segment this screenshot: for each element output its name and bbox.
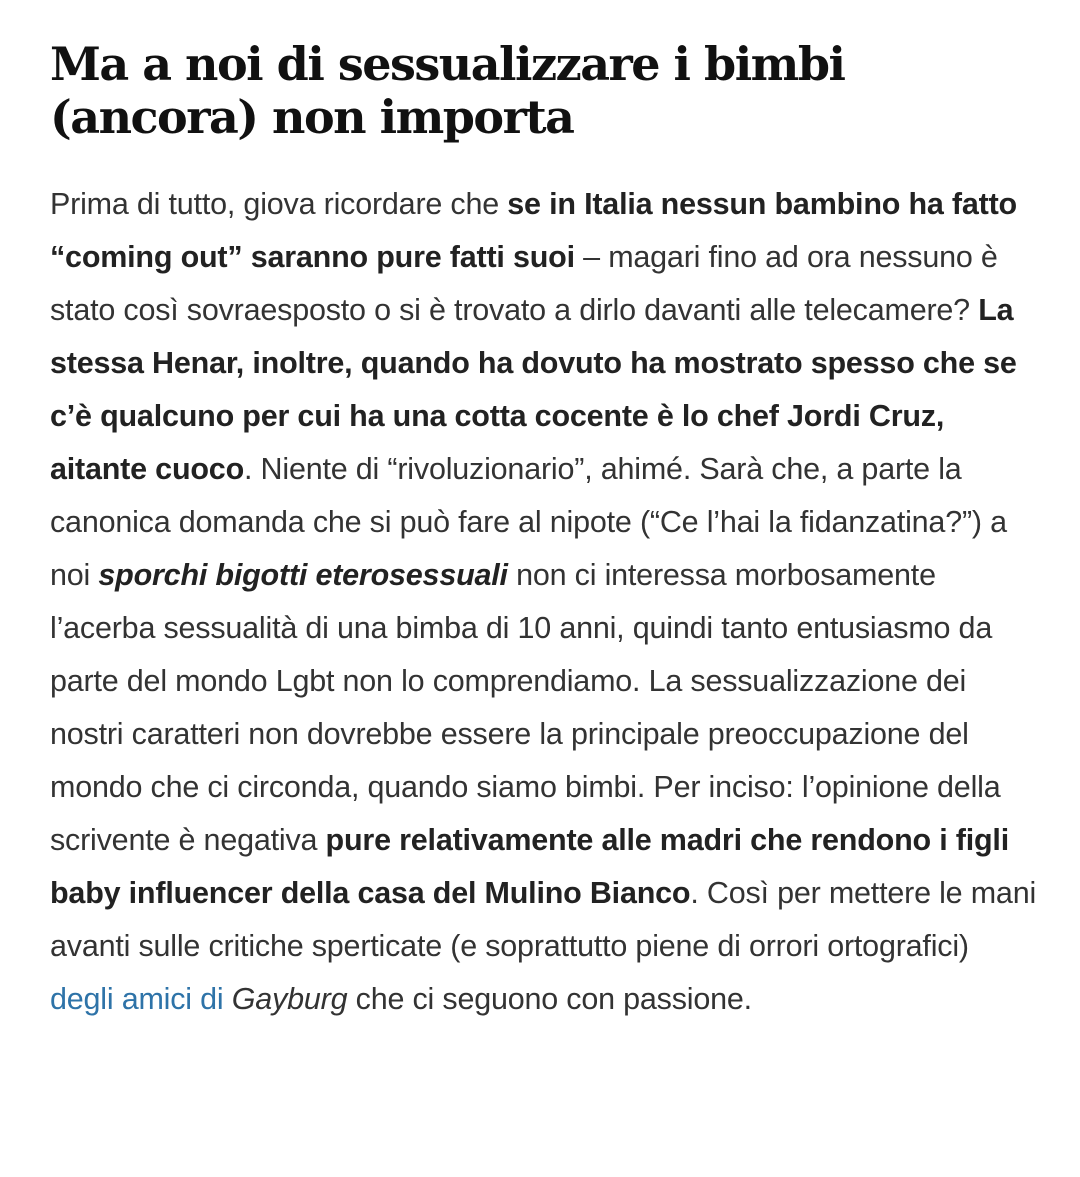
paragraph-text: – magari fino ad ora nessuno è stato così sovraesposto o si è trovato a dirlo davanti alle telecamere? xyxy=(50,240,998,327)
paragraph-text: che ci seguono con passione. xyxy=(347,982,752,1016)
bold-italic-text: sporchi bigotti eterosessuali xyxy=(98,558,508,592)
article xyxy=(50,38,1040,1026)
bold-text: La stessa Henar, inoltre, quando ha dovuto ha mostrato spesso che se c’è qualcuno per cui ha una cotta cocente è lo chef Jordi Cruz, aitante cuoco xyxy=(50,293,1017,486)
paragraph-text: Prima di tutto, giova ricordare che xyxy=(50,187,508,221)
paragraph-text: . Così per mettere le mani avanti sulle critiche sperticate (e soprattutto piene di orrori ortografici) xyxy=(50,876,1037,963)
paragraph-text xyxy=(224,982,232,1016)
amici-link[interactable]: degli amici di xyxy=(50,982,224,1016)
paragraph-text: non ci interessa morbosamente l’acerba sessualità di una bimba di 10 anni, quindi tanto entusiasmo da parte del mondo Lgbt non lo comprendiamo. La sessualizzazione dei nostri caratteri non dovrebbe essere la principale preoccupazione del mondo che ci circonda, quando siamo bimbi. Per inciso: l’opinione della scrivente è negativa xyxy=(50,558,1001,857)
title-line-2: (ancora) non importa xyxy=(50,90,574,144)
bold-text: pure relativamente alle madri che rendono i figli baby influencer della casa del Mulino Bianco xyxy=(50,823,1009,910)
article-paragraph xyxy=(50,178,1040,1026)
italic-text: Gayburg xyxy=(231,982,348,1016)
bold-text: se in Italia nessun bambino ha fatto “coming out” saranno pure fatti suoi xyxy=(50,187,1017,274)
title-line-1: Ma a noi di sessualizzare i bimbi xyxy=(50,37,845,91)
article-title xyxy=(50,38,1040,144)
paragraph-text: . Niente di “rivoluzionario”, ahimé. Sarà che, a parte la canonica domanda che si può fare al nipote (“Ce l’hai la fidanzatina?”) a noi xyxy=(50,452,1007,592)
